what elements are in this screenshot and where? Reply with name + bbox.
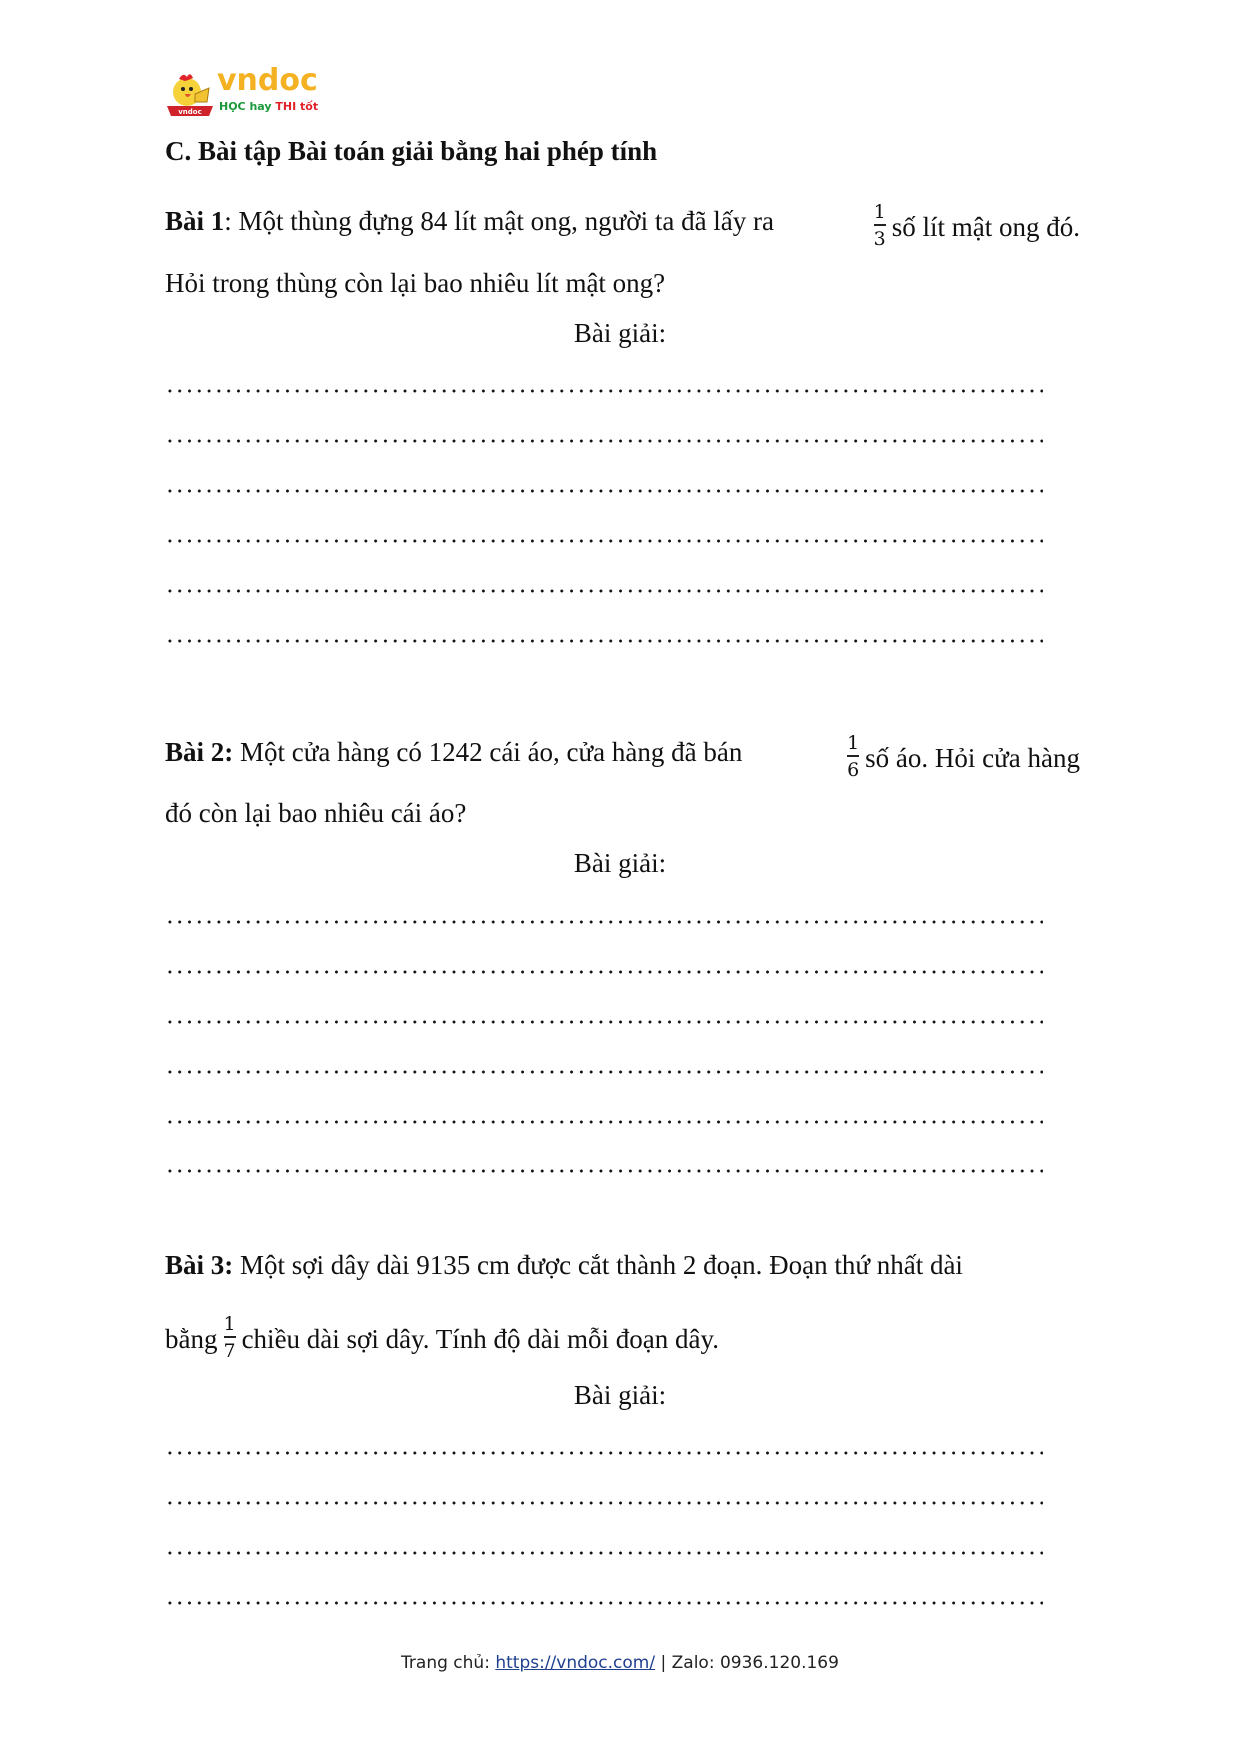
exercise-2-solution-label: Bài giải:: [573, 848, 667, 878]
fraction-one-sixth: $\frac{1}{6}$: [847, 732, 860, 781]
exercise-2-line-1: Bài 2: Một cửa hàng có 1242 cái áo, cửa hàng đã bán $\frac{1}{6}$ số áo. Hỏi cửa hàng: [165, 732, 1080, 781]
zalo-contact: Zalo: 0936.120.169: [671, 1653, 839, 1673]
exercise-2-label: Bài 2:: [165, 737, 234, 767]
exercise-3-label: Bài 3:: [165, 1250, 234, 1280]
logo-wordmark: vndoc: [217, 63, 318, 98]
answer-line[interactable]: [165, 1501, 1043, 1505]
section-heading: C. Bài tập Bài toán giải bằng hai phép tính: [165, 136, 658, 166]
answer-line[interactable]: [165, 1020, 1043, 1024]
answer-line[interactable]: [165, 589, 1043, 593]
page-footer: Trang chủ: https://vndoc.com/ | Zalo: 0936.120.169: [401, 1653, 839, 1673]
answer-line[interactable]: [165, 1451, 1043, 1455]
answer-line[interactable]: [165, 1601, 1043, 1605]
homepage-link[interactable]: https://vndoc.com/: [495, 1653, 656, 1673]
fraction-one-third: $\frac{1}{3}$: [873, 201, 886, 250]
vndoc-logo[interactable]: [165, 63, 325, 122]
exercise-1-line-2: Hỏi trong thùng còn lại bao nhiêu lít mật ong?: [165, 268, 666, 298]
fraction-one-seventh: $\frac{1}{7}$: [223, 1313, 236, 1362]
chicken-mascot-icon: [165, 70, 215, 118]
answer-line[interactable]: [165, 1169, 1043, 1173]
answer-line[interactable]: [165, 389, 1043, 393]
answer-line[interactable]: [165, 1551, 1043, 1555]
exercise-1-line-1: Bài 1: Một thùng đựng 84 lít mật ong, người ta đã lấy ra $\frac{1}{3}$ số lít mật ong đó.: [165, 201, 1080, 250]
exercise-2-line-2: đó còn lại bao nhiêu cái áo?: [165, 798, 467, 828]
logo-tagline: HỌC hay THI tốt: [219, 100, 319, 113]
exercise-1-solution-label: Bài giải:: [573, 318, 667, 348]
answer-line[interactable]: [165, 920, 1043, 924]
answer-line[interactable]: [165, 439, 1043, 443]
answer-line[interactable]: [165, 1070, 1043, 1074]
answer-line[interactable]: [165, 1120, 1043, 1124]
exercise-3-solution-label: Bài giải:: [573, 1380, 667, 1410]
exercise-3-line-1: Bài 3: Một sợi dây dài 9135 cm được cắt thành 2 đoạn. Đoạn thứ nhất dài: [165, 1250, 963, 1280]
exercise-3-line-2: bằng $\frac{1}{7}$ chiều dài sợi dây. Tính độ dài mỗi đoạn dây.: [165, 1313, 720, 1362]
exercise-1-label: Bài 1: [165, 206, 225, 236]
answer-line[interactable]: [165, 970, 1043, 974]
answer-line[interactable]: [165, 539, 1043, 543]
answer-line[interactable]: [165, 639, 1043, 643]
svg-text:vndoc: vndoc: [178, 108, 202, 116]
answer-line[interactable]: [165, 489, 1043, 493]
